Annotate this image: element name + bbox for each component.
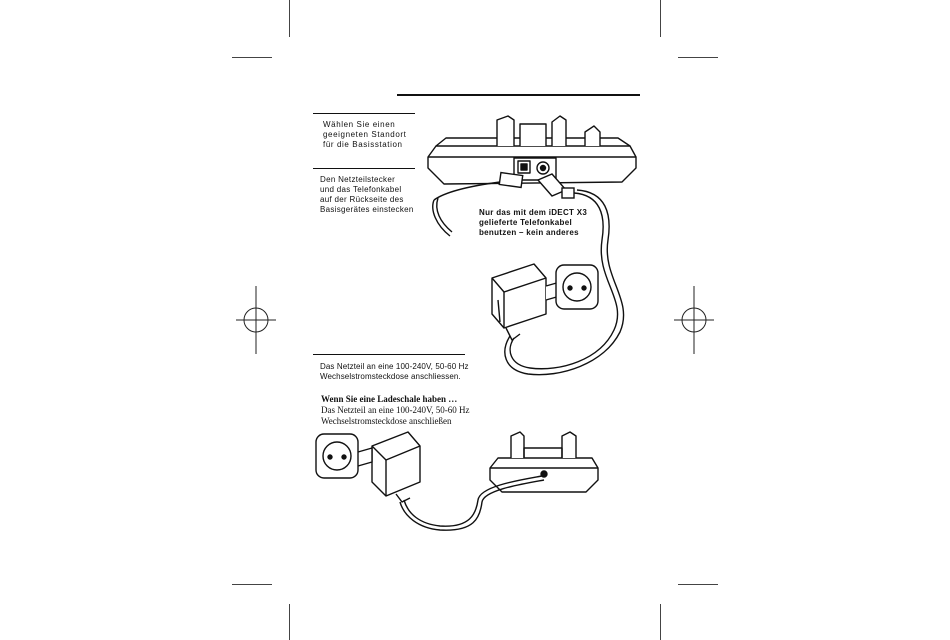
step3-line: Wechselstromsteckdose anschliessen. — [320, 372, 461, 381]
callout-line: benutzen – kein anderes — [479, 228, 579, 237]
step1-line: Wählen Sie einen — [323, 120, 396, 129]
callout-line: gelieferte Telefonkabel — [479, 218, 573, 227]
registration-mark-right — [674, 286, 714, 354]
charger-heading: Wenn Sie eine Ladeschale haben … — [321, 394, 458, 404]
power-adapter-bottom-illustration — [358, 432, 420, 502]
power-adapter-top-illustration — [492, 264, 560, 340]
wall-socket-bottom-illustration — [316, 434, 358, 478]
registration-mark-left — [236, 286, 276, 354]
step3-line: Das Netzteil an eine 100-240V, 50-60 Hz — [320, 362, 469, 371]
step2-rule — [313, 168, 415, 169]
step2-line: Basisgerätes einstecken — [320, 205, 414, 214]
step1-line: geeigneten Standort — [323, 130, 407, 139]
step2-text — [320, 175, 414, 215]
charger-cable-illustration — [400, 476, 544, 530]
step1-line: für die Basisstation — [323, 140, 403, 149]
charger-line: Wechselstromsteckdose anschließen — [321, 416, 452, 426]
base-station-illustration — [428, 116, 636, 184]
charger-section — [321, 394, 470, 427]
step1-text — [323, 120, 406, 150]
step3-rule — [313, 354, 465, 355]
step2-line: und das Telefonkabel — [320, 185, 402, 194]
step2-line: auf der Rückseite des — [320, 195, 404, 204]
header-rule — [397, 94, 640, 96]
step2-line: Den Netzteilstecker — [320, 175, 396, 184]
callout-line: Nur das mit dem iDECT X3 — [479, 208, 588, 217]
cable-warning-callout — [479, 208, 587, 238]
step1-rule — [313, 113, 415, 114]
wall-socket-top-illustration — [556, 265, 598, 309]
step3-text — [320, 362, 469, 382]
charger-line: Das Netzteil an eine 100-240V, 50-60 Hz — [321, 405, 470, 415]
